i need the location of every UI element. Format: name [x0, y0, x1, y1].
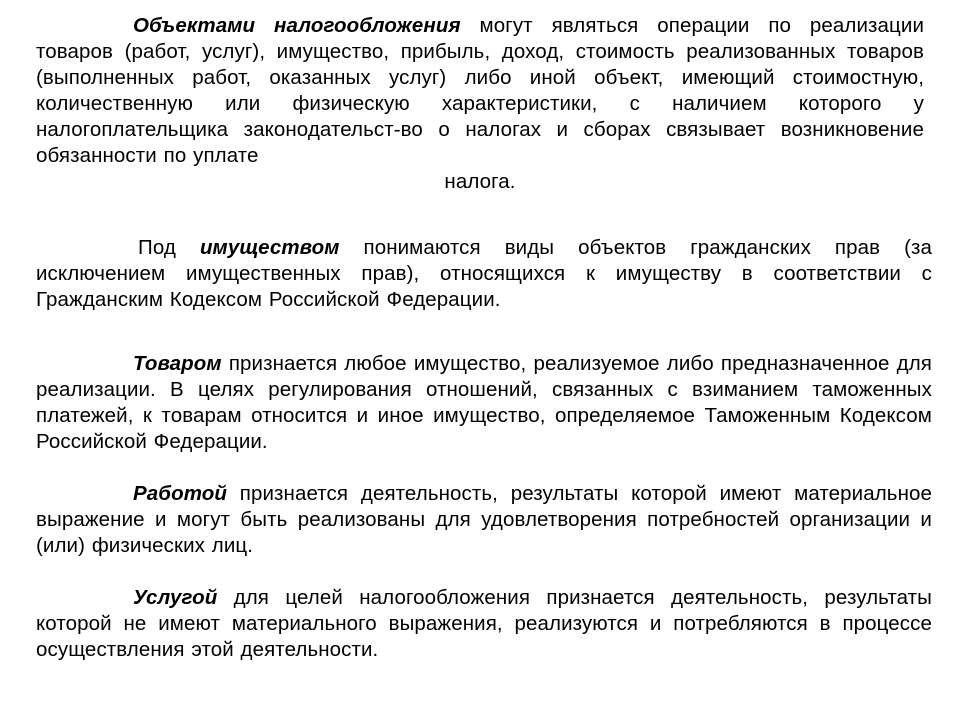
term-taxation-objects: Объектами налогообложения: [133, 14, 461, 37]
paragraph-goods: [36, 351, 932, 455]
term-work: Работой: [133, 482, 227, 505]
paragraph-tail: налога.: [444, 170, 516, 193]
term-service: Услугой: [133, 586, 218, 609]
term-goods: Товаром: [133, 352, 222, 375]
paragraph-text: признается деятельность, результаты которой имеют материальное выражение и могут быть реализованы для удовлетворения потребностей организации и (или) физических лиц.: [36, 482, 932, 557]
paragraph-prefix: Под: [138, 236, 200, 259]
term-property: имуществом: [199, 236, 340, 259]
paragraph-text: для целей налогообложения признается деятельность, результаты которой не имеют материального выражения, реализуются и потребляются в процессе осуществления этой деятельности.: [36, 586, 932, 661]
paragraph-text: признается любое имущество, реализуемое либо предназначенное для реализации. В целях регулирования отношений, связанных с взиманием таможенных платежей, к товарам относится и иное имущество, определяемое Таможенным Кодексом Российской Федерации.: [36, 352, 932, 453]
paragraph-service: [36, 585, 932, 663]
paragraph-text: понимаются виды объектов гражданских прав (за исключением имущественных прав), относящихся к имуществу в соответствии с Гражданским Кодексом Российской Федерации.: [36, 236, 932, 311]
paragraph-work: [36, 481, 932, 559]
paragraph-text: могут являться операции по реализации товаров (работ, услуг), имущество, прибыль, доход, стоимость реализованных товаров (выполненных работ, оказанных услуг) либо иной объект, имеющий стоимостную, количественную или физическую характеристики, с наличием которого у налогоплательщика законодательст-во о налогах и сборах связывает возникновение обязанности по уплате: [36, 14, 924, 167]
paragraph-taxation-objects: [36, 13, 924, 195]
paragraph-property: [36, 235, 932, 313]
